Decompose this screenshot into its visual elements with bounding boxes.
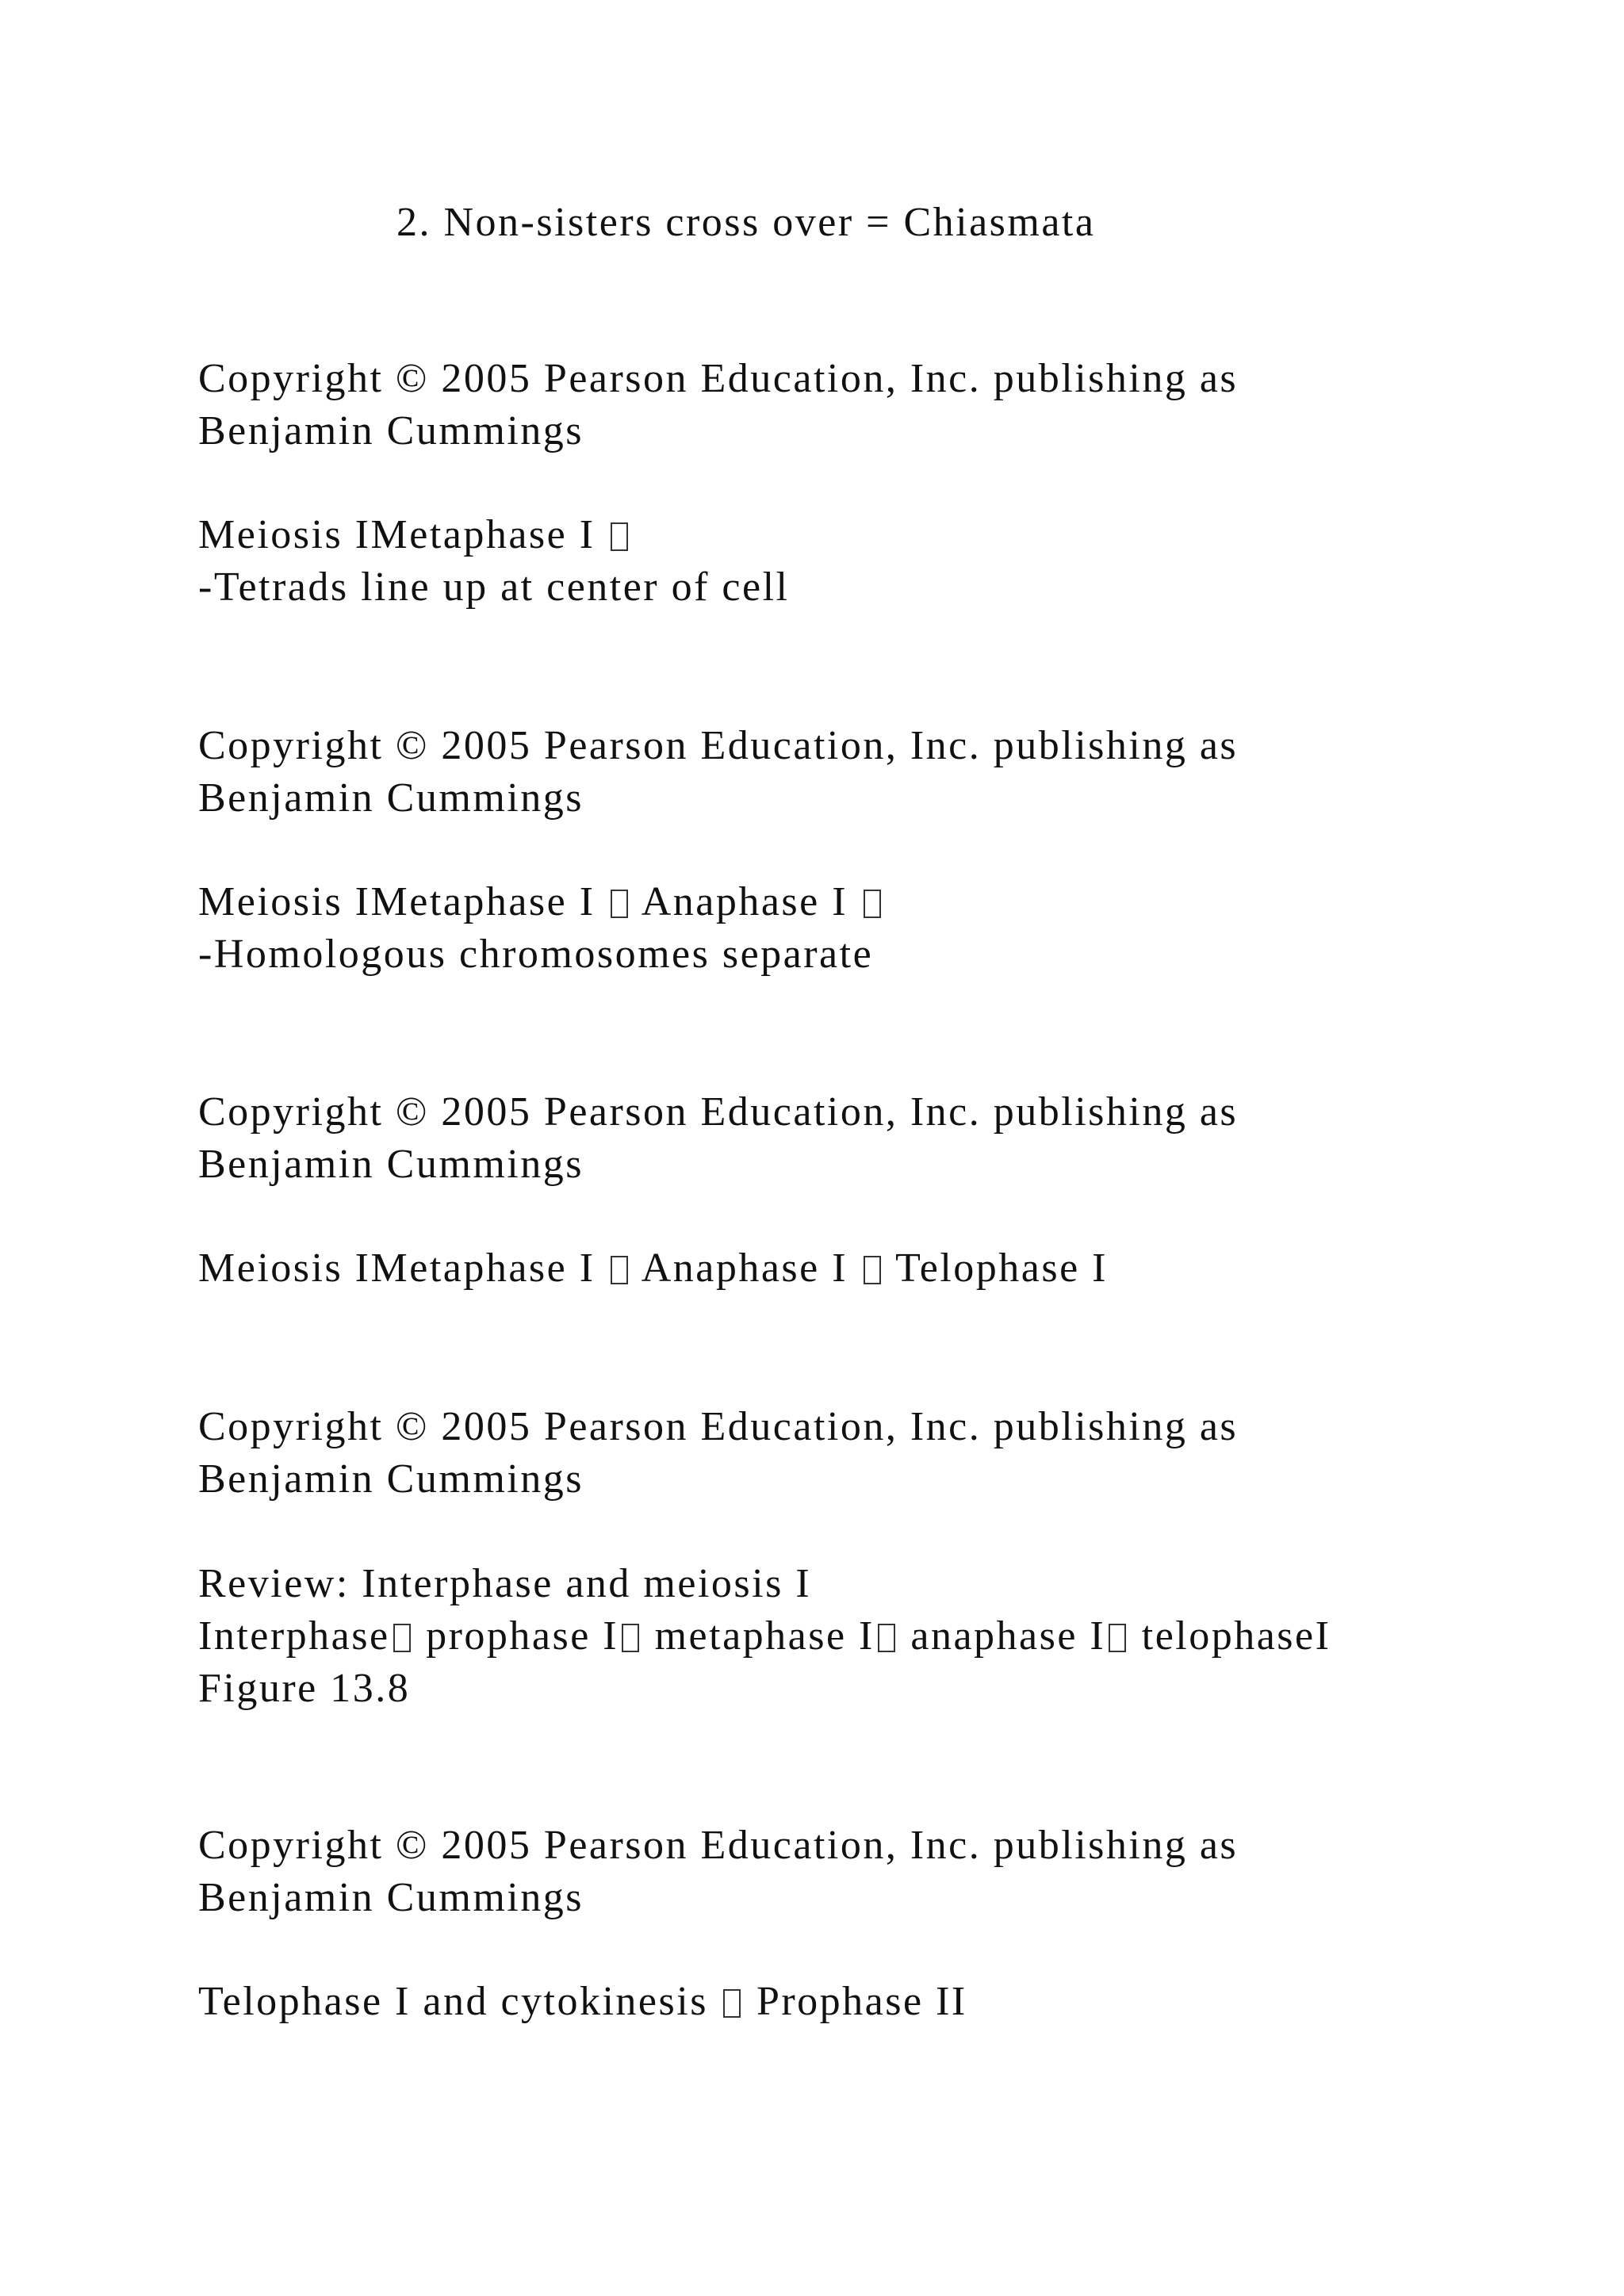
crossover-line: 2. Non-sisters cross over = Chiasmata [396, 200, 1096, 245]
arrow-glyph-icon [723, 1989, 741, 2018]
arrow-glyph-icon [1109, 1624, 1126, 1652]
publisher-line: Benjamin Cummings [198, 1875, 584, 1920]
sequence-text: Interphase [198, 1613, 390, 1659]
heading-text: Meiosis IMetaphase I [198, 1246, 608, 1291]
publisher-line: Benjamin Cummings [198, 1456, 584, 1502]
section-detail-metaphase: -Tetrads line up at center of cell [198, 564, 790, 610]
heading-text: Anaphase I [631, 879, 860, 924]
heading-text: Meiosis IMetaphase I [198, 512, 608, 557]
publisher-line: Benjamin Cummings [198, 775, 584, 821]
section-detail-anaphase: -Homologous chromosomes separate [198, 932, 874, 977]
copyright-line: Copyright © 2005 Pearson Education, Inc. publishing as [198, 723, 1239, 768]
arrow-glyph-icon [611, 522, 628, 551]
sequence-text: telophaseI [1129, 1613, 1331, 1659]
sequence-text: prophase I [413, 1613, 619, 1659]
heading-text: Telophase I and cytokinesis [198, 1979, 721, 2024]
arrow-glyph-icon [611, 890, 628, 918]
publisher-line: Benjamin Cummings [198, 408, 584, 453]
arrow-glyph-icon [878, 1624, 895, 1652]
arrow-glyph-icon [864, 890, 881, 918]
arrow-glyph-icon [393, 1624, 411, 1652]
figure-reference: Figure 13.8 [198, 1666, 411, 1711]
copyright-line: Copyright © 2005 Pearson Education, Inc. publishing as [198, 1823, 1239, 1868]
copyright-line: Copyright © 2005 Pearson Education, Inc. publishing as [198, 1404, 1239, 1449]
sequence-text: anaphase I [898, 1613, 1106, 1659]
heading-text: Telophase I [883, 1246, 1108, 1291]
sequence-text: metaphase I [642, 1613, 875, 1659]
section-heading-review: Review: Interphase and meiosis I [198, 1561, 812, 1606]
publisher-line: Benjamin Cummings [198, 1142, 584, 1187]
arrow-glyph-icon [611, 1256, 628, 1284]
heading-text: Anaphase I [631, 1246, 860, 1291]
copyright-line: Copyright © 2005 Pearson Education, Inc. publishing as [198, 356, 1239, 401]
arrow-glyph-icon [622, 1624, 639, 1652]
section-sequence-review [198, 1610, 1331, 1663]
section-heading-metaphase [198, 509, 631, 561]
heading-text: Meiosis IMetaphase I [198, 879, 608, 924]
section-heading-cytokinesis [198, 1976, 967, 2028]
copyright-line: Copyright © 2005 Pearson Education, Inc. publishing as [198, 1089, 1239, 1135]
section-heading-anaphase [198, 876, 884, 928]
arrow-glyph-icon [864, 1256, 881, 1284]
section-heading-telophase [198, 1242, 1108, 1295]
heading-text: Prophase II [744, 1979, 967, 2024]
